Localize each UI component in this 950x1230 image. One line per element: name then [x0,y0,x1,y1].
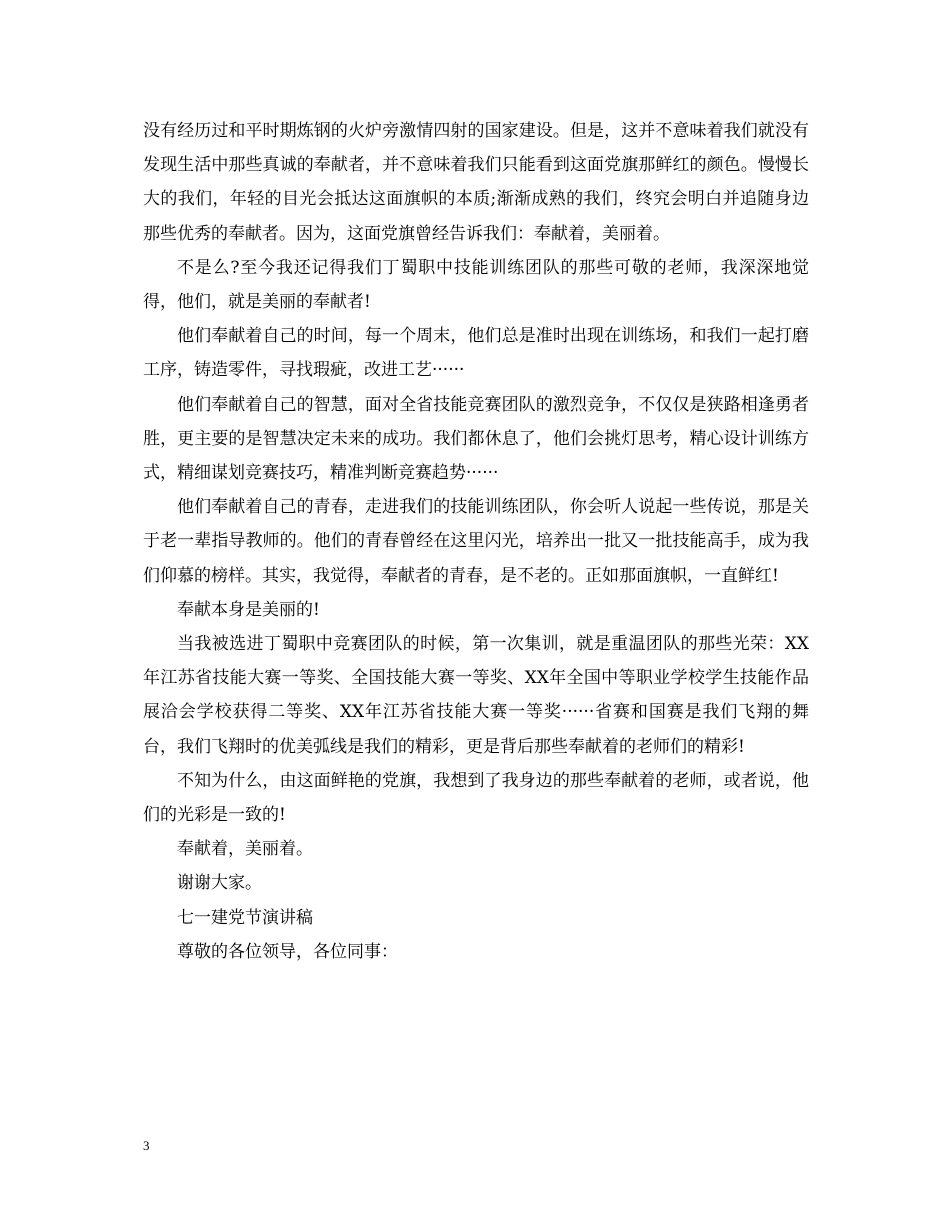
paragraph: 奉献本身是美丽的! [177,599,320,620]
paragraph: 不是么?至今我还记得我们丁蜀职中技能训练团队的那些可敬的老师，我深深地觉得，他们，就是美丽的奉献者! [143,257,809,313]
paragraph: 不知为什么，由这面鲜艳的党旗，我想到了我身边的那些奉献着的老师，或者说，他们的光彩是一致的! [143,770,809,826]
page-number: 3 [143,1138,150,1153]
paragraph: 奉献着，美丽着。 [177,839,313,860]
paragraph: 他们奉献着自己的时间，每一个周末，他们总是准时出现在训练场，和我们一起打磨工序，铸造零件，寻找瑕疵，改进工艺······ [143,326,809,381]
paragraph: 他们奉献着自己的青春，走进我们的技能训练团队，你会听人说起一些传说，那是关于老一辈指导教师的。他们的青春曾经在这里闪光，培养出一批又一批技能高手，成为我们仰慕的榜样。其实，我觉得，奉献者的青春，是不老的。正如那面旗帜，一直鲜红! [143,497,809,586]
paragraph-continuation: 没有经历过和平时期炼钢的火炉旁激情四射的国家建设。但是，这并不意味着我们就没有发现生活中那些真诚的奉献者，并不意味着我们只能看到这面党旗那鲜红的颜色。慢慢长大的我们，年轻的目光会抵达这面旗帜的本质;渐渐成熟的我们，终究会明白并追随身边那些优秀的奉献者。因为，这面党旗曾经告诉我们：奉献着，美丽着。 [143,121,809,244]
paragraph: 谢谢大家。 [177,873,262,894]
document-body [143,114,809,969]
salutation: 尊敬的各位领导，各位同事： [177,941,398,962]
paragraph: 当我被选进丁蜀职中竞赛团队的时候，第一次集训，就是重温团队的那些光荣：XX年江苏省技能大赛一等奖、全国技能大赛一等奖、XX年全国中等职业学校学生技能作品展洽会学校获得二等奖、XX年江苏省技能大赛一等奖······省赛和国赛是我们飞翔的舞台，我们飞翔时的优美弧线是我们的精彩，更是背后那些奉献着的老师们的精彩! [143,634,809,757]
section-title: 七一建党节演讲稿 [177,907,313,928]
paragraph: 他们奉献着自己的智慧，面对全省技能竞赛团队的激烈竞争，不仅仅是狭路相逢勇者胜，更主要的是智慧决定未来的成功。我们都休息了，他们会挑灯思考，精心设计训练方式，精细谋划竞赛技巧，精准判断竞赛趋势······ [143,394,809,484]
